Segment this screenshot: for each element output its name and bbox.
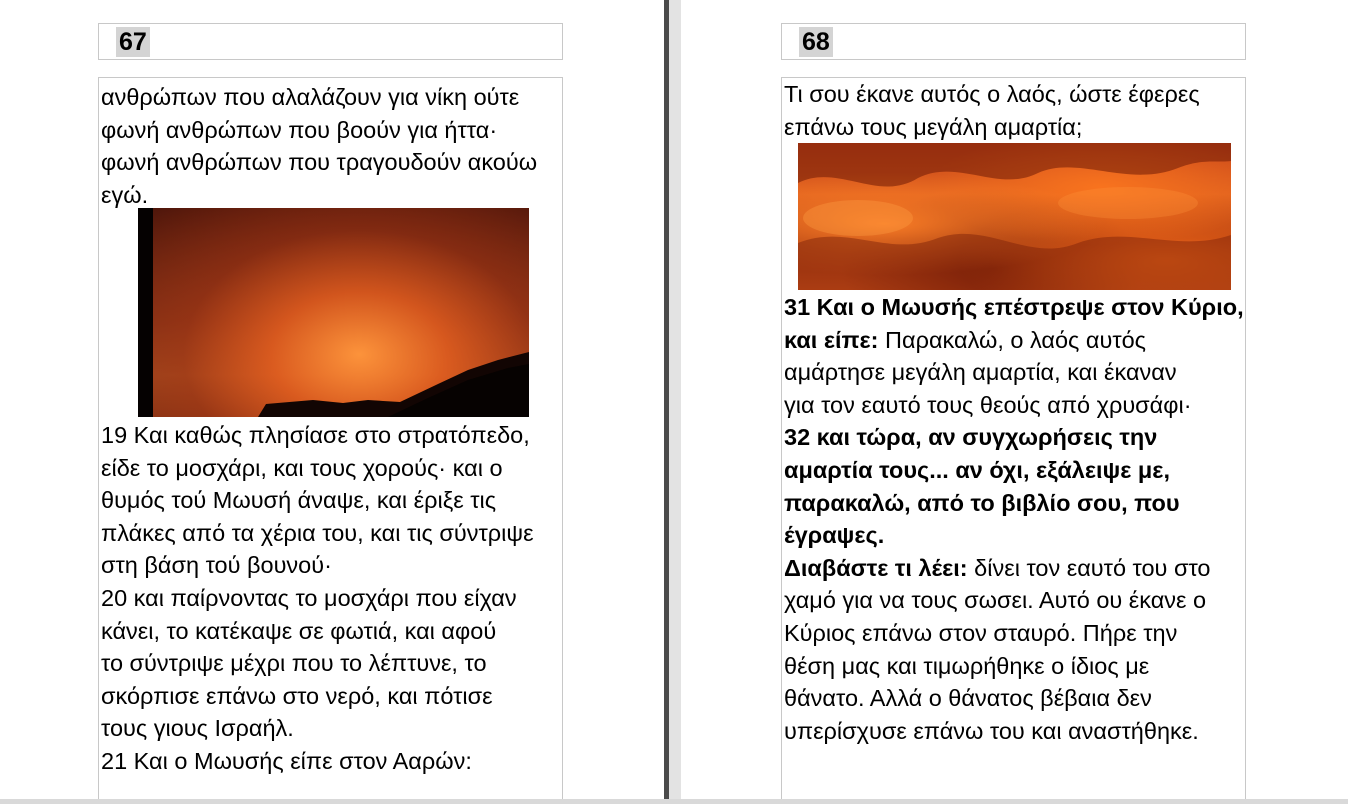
text-block-top xyxy=(784,78,1254,143)
page-67 xyxy=(0,0,664,804)
commentary-label: Διαβάστε τι λέει: xyxy=(784,554,968,581)
text-line: 20 και παίρνοντας το μοσχάρι που είχαν xyxy=(101,584,517,611)
text-line: επάνω τους μεγάλη αμαρτία; xyxy=(784,113,1083,140)
fire-landscape-image xyxy=(138,208,529,417)
page-header-frame xyxy=(781,23,1246,60)
text-line: για τον εαυτό τους θεούς από χρυσάφι· xyxy=(784,391,1192,418)
page-body-frame xyxy=(781,77,1246,804)
fiery-clouds-image xyxy=(798,143,1231,290)
viewer-bottom-edge xyxy=(0,799,1348,804)
text-line xyxy=(784,552,1254,585)
text-line: εγώ. xyxy=(101,181,149,208)
page-68 xyxy=(681,0,1348,804)
verse-32-line: αμαρτία τους... αν όχι, εξάλειψε με, xyxy=(784,456,1170,483)
text-line: θέση μας και τιμωρήθηκε ο ίδιος με xyxy=(784,652,1150,679)
text-line: 21 Και ο Μωυσής είπε στον Ααρών: xyxy=(101,747,472,774)
page-number: 68 xyxy=(799,27,833,57)
text-line: ανθρώπων που αλαλάζουν για νίκη ούτε xyxy=(101,84,520,110)
text-block-bottom xyxy=(101,419,571,778)
text-line: είδε το μοσχάρι, και τους χορούς· και ο xyxy=(101,454,503,481)
page-divider xyxy=(664,0,681,804)
page-body-frame xyxy=(98,77,563,804)
page-number: 67 xyxy=(116,27,150,57)
text-line: Κύριος επάνω στον σταυρό. Πήρε την xyxy=(784,619,1178,646)
text-block-bottom xyxy=(784,291,1254,747)
text-line: χαμό για να τους σωσει. Αυτό ου έκανε ο xyxy=(784,587,1207,614)
verse-31-text: Παρακαλώ, ο λαός αυτός xyxy=(878,326,1146,353)
text-line xyxy=(784,324,1254,357)
text-line: σκόρπισε επάνω στο νερό, και πότισε xyxy=(101,682,493,709)
verse-32-line: παρακαλώ, από το βιβλίο σου, που xyxy=(784,489,1180,516)
commentary-text: δίνει τον εαυτό του στο xyxy=(967,554,1211,581)
text-line: 19 Και καθώς πλησίασε στο στρατόπεδο, xyxy=(101,422,530,448)
text-line: θυμός τού Μωυσή άναψε, και έριξε τις xyxy=(101,487,497,514)
text-line: τους γιους Ισραήλ. xyxy=(101,715,294,742)
page-header-frame xyxy=(98,23,563,60)
text-line: αμάρτησε μεγάλη αμαρτία, και έκαναν xyxy=(784,359,1177,386)
text-line: κάνει, το κατέκαψε σε φωτιά, και αφού xyxy=(101,617,497,644)
text-line: φωνή ανθρώπων που βοούν για ήττα· xyxy=(101,116,498,143)
text-line: υπερίσχυσε επάνω του και αναστήθηκε. xyxy=(784,717,1199,744)
text-line: Τι σου έκανε αυτός ο λαός, ώστε έφερες xyxy=(784,81,1200,107)
verse-31-said: και είπε: xyxy=(784,326,879,353)
text-line: θάνατο. Αλλά ο θάνατος βέβαια δεν xyxy=(784,685,1152,712)
verse-32-line: 32 και τώρα, αν συγχωρήσεις την xyxy=(784,424,1158,451)
text-line: φωνή ανθρώπων που τραγουδούν ακούω xyxy=(101,149,538,176)
text-block-top xyxy=(101,81,571,211)
text-line: πλάκες από τα χέρια του, και τις σύντριψε xyxy=(101,519,534,546)
text-line: στη βάση τού βουνού· xyxy=(101,552,332,579)
verse-32-line: έγραψες. xyxy=(784,522,885,549)
text-line: το σύντριψε μέχρι που το λέπτυνε, το xyxy=(101,650,487,677)
verse-31-heading: 31 Και ο Μωυσής επέστρεψε στον Κύριο, xyxy=(784,294,1244,320)
